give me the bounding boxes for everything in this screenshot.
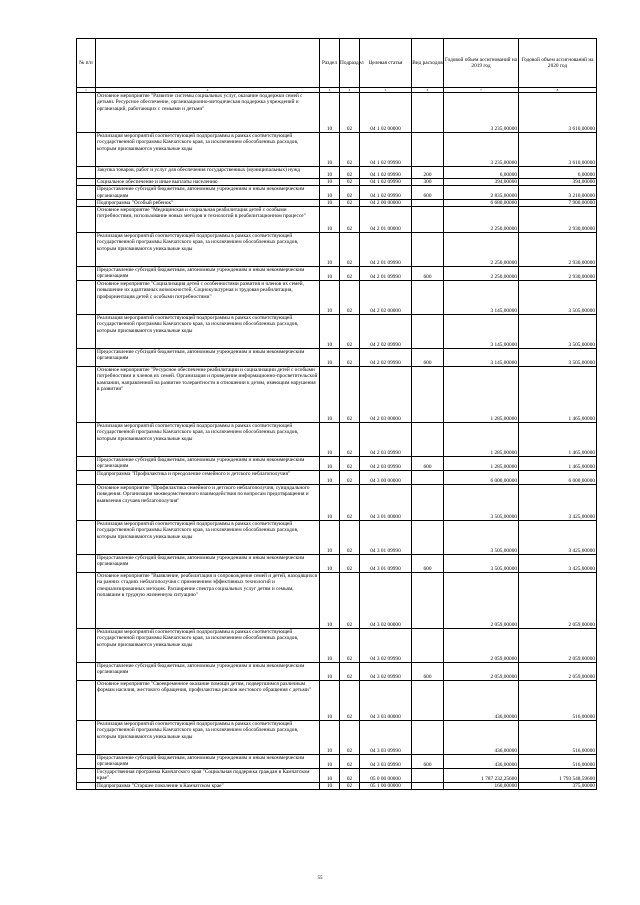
- row-podrazdel: 02: [340, 315, 360, 349]
- row-celevaya-statya: 04 1 02 00000: [360, 93, 412, 133]
- header-celevaya-statya: Целевая статья: [360, 39, 412, 88]
- table-row: [77, 755, 597, 769]
- row-name: Подпрограмма "Старшее поколение в Камчатском крае": [96, 783, 320, 790]
- row-name: Предоставление субсидий бюджетным, автономным учреждениям и иным некоммерческим организациям: [96, 186, 320, 200]
- row-value-2019: 2 059,00000: [444, 573, 519, 629]
- row-celevaya-statya: 04 3 03 09990: [360, 721, 412, 755]
- row-value-2019: 2 835,00000: [444, 186, 519, 200]
- header-vid-rashodov: Вид расходов: [412, 39, 444, 88]
- header-name: [96, 39, 320, 88]
- row-celevaya-statya: 04 3 01 00000: [360, 485, 412, 521]
- row-celevaya-statya: 05 1 00 00000: [360, 783, 412, 790]
- header-2019: Годовой объем ассигнований на 2019 год: [444, 39, 519, 88]
- row-value-2020: 516,00000: [519, 755, 597, 769]
- row-vid-rashodov: 200: [412, 167, 444, 179]
- row-razdel: 10: [320, 315, 340, 349]
- row-podrazdel: 02: [340, 167, 360, 179]
- row-value-2020: 2 059,00000: [519, 629, 597, 663]
- row-vid-rashodov: [412, 681, 444, 721]
- row-razdel: 10: [320, 681, 340, 721]
- row-value-2020: 2 930,00000: [519, 233, 597, 267]
- row-vid-rashodov: [412, 485, 444, 521]
- row-podrazdel: 02: [340, 93, 360, 133]
- row-razdel: 10: [320, 629, 340, 663]
- row-vid-rashodov: 600: [412, 663, 444, 681]
- row-value-2019: 3 505,00000: [444, 485, 519, 521]
- row-value-2019: 394,00000: [444, 179, 519, 186]
- colnum: 1: [77, 88, 96, 93]
- table-row: [77, 167, 597, 179]
- row-razdel: 10: [320, 233, 340, 267]
- row-celevaya-statya: 04 3 02 09990: [360, 629, 412, 663]
- row-podrazdel: 02: [340, 367, 360, 423]
- page-number: 55: [317, 876, 323, 881]
- row-podrazdel: 02: [340, 663, 360, 681]
- budget-table: [76, 38, 597, 790]
- row-value-2020: 2 930,00000: [519, 267, 597, 281]
- row-vid-rashodov: [412, 199, 444, 206]
- colnum: 3: [320, 88, 340, 93]
- row-value-2019: 3 145,00000: [444, 349, 519, 367]
- row-vid-rashodov: 600: [412, 267, 444, 281]
- row-podrazdel: 02: [340, 186, 360, 200]
- row-podrazdel: 02: [340, 721, 360, 755]
- row-name: Основное мероприятие "Своевременное оказание помощи детям, подвергшимся различным формам насилия, жестокого обращения, профилактика рисков жестокого обращения с детьми": [96, 681, 320, 721]
- table-row: [77, 573, 597, 629]
- row-celevaya-statya: 04 3 03 09990: [360, 755, 412, 769]
- row-razdel: 10: [320, 485, 340, 521]
- row-name: Предоставление субсидий бюджетным, автономным учреждениям и иным некоммерческим организациям: [96, 555, 320, 573]
- header-podrazdel: Подраздел: [340, 39, 360, 88]
- colnum: 7: [444, 88, 519, 93]
- row-value-2019: 436,00000: [444, 721, 519, 755]
- row-razdel: 10: [320, 521, 340, 555]
- row-value-2019: 2 250,00000: [444, 207, 519, 233]
- row-celevaya-statya: 04 2 01 09990: [360, 267, 412, 281]
- row-value-2020: 1 465,00000: [519, 457, 597, 471]
- row-name: Реализация мероприятий соответствующей подпрограммы в рамках соответствующей государственной программы Камчатского края, за исключением обособленных расходов, которым присваиваются уникальные коды: [96, 721, 320, 755]
- row-podrazdel: 02: [340, 281, 360, 315]
- row-name: Социальное обеспечение и иные выплаты населению: [96, 179, 320, 186]
- row-value-2020: 516,00000: [519, 681, 597, 721]
- row-num-cell: [77, 267, 96, 281]
- row-value-2019: 3 505,00000: [444, 521, 519, 555]
- row-celevaya-statya: 04 2 03 00000: [360, 367, 412, 423]
- row-vid-rashodov: [412, 367, 444, 423]
- row-vid-rashodov: 600: [412, 349, 444, 367]
- row-value-2020: 3 505,00000: [519, 315, 597, 349]
- row-vid-rashodov: [412, 207, 444, 233]
- row-value-2019: 436,00000: [444, 681, 519, 721]
- row-num-cell: [77, 93, 96, 133]
- table-row: [77, 186, 597, 200]
- row-value-2020: 3 425,00000: [519, 555, 597, 573]
- table-row: [77, 179, 597, 186]
- row-num-cell: [77, 457, 96, 471]
- row-value-2020: 3 425,00000: [519, 521, 597, 555]
- row-name: Предоставление субсидий бюджетным, автономным учреждениям и иным некоммерческим организациям: [96, 457, 320, 471]
- row-value-2019: 2 250,00000: [444, 267, 519, 281]
- row-vid-rashodov: [412, 133, 444, 167]
- row-razdel: 10: [320, 457, 340, 471]
- row-num-cell: [77, 233, 96, 267]
- row-value-2020: 1 465,00000: [519, 367, 597, 423]
- row-podrazdel: 02: [340, 457, 360, 471]
- row-podrazdel: 02: [340, 629, 360, 663]
- row-name: Государственная программа Камчатского края "Социальная поддержка граждан в Камчатском крае": [96, 769, 320, 783]
- row-num-cell: [77, 573, 96, 629]
- row-vid-rashodov: [412, 315, 444, 349]
- table-row: [77, 471, 597, 485]
- colnum: 6: [412, 88, 444, 93]
- row-num-cell: [77, 681, 96, 721]
- row-celevaya-statya: 04 3 02 09990: [360, 663, 412, 681]
- row-podrazdel: 02: [340, 207, 360, 233]
- row-razdel: 10: [320, 281, 340, 315]
- row-name: Реализация мероприятий соответствующей подпрограммы в рамках соответствующей государственной программы Камчатского края, за исключением обособленных расходов, которым присваиваются уникальные коды: [96, 423, 320, 457]
- table-row: [77, 281, 597, 315]
- row-num-cell: [77, 167, 96, 179]
- row-celevaya-statya: 04 3 01 09990: [360, 555, 412, 573]
- row-value-2020: 1 793 548,59600: [519, 769, 597, 783]
- row-vid-rashodov: [412, 281, 444, 315]
- row-value-2020: 2 930,00000: [519, 207, 597, 233]
- row-podrazdel: 02: [340, 573, 360, 629]
- row-razdel: 10: [320, 555, 340, 573]
- row-celevaya-statya: 04 2 01 09990: [360, 233, 412, 267]
- table-row: [77, 133, 597, 167]
- row-podrazdel: 02: [340, 521, 360, 555]
- row-value-2019: 6,00000: [444, 167, 519, 179]
- row-num-cell: [77, 315, 96, 349]
- row-vid-rashodov: [412, 93, 444, 133]
- row-celevaya-statya: 04 2 02 09990: [360, 315, 412, 349]
- row-value-2020: 6 000,00000: [519, 471, 597, 485]
- row-vid-rashodov: [412, 721, 444, 755]
- row-name: Закупка товаров, работ и услуг для обеспечения государственных (муниципальных) нужд: [96, 167, 320, 179]
- row-value-2020: 1 465,00000: [519, 423, 597, 457]
- row-podrazdel: 02: [340, 233, 360, 267]
- row-num-cell: [77, 349, 96, 367]
- row-value-2020: 516,00000: [519, 721, 597, 755]
- row-razdel: 10: [320, 573, 340, 629]
- row-value-2020: 6,00000: [519, 167, 597, 179]
- row-num-cell: [77, 485, 96, 521]
- row-value-2020: 394,00000: [519, 179, 597, 186]
- row-vid-rashodov: [412, 471, 444, 485]
- row-vid-rashodov: [412, 769, 444, 783]
- row-name: Реализация мероприятий соответствующей подпрограммы в рамках соответствующей государственной программы Камчатского края, за исключением обособленных расходов, которым присваиваются уникальные коды: [96, 133, 320, 167]
- row-value-2019: 2 250,00000: [444, 233, 519, 267]
- row-num-cell: [77, 755, 96, 769]
- row-name: Реализация мероприятий соответствующей подпрограммы в рамках соответствующей государственной программы Камчатского края, за исключением обособленных расходов, которым присваиваются уникальные коды: [96, 629, 320, 663]
- row-podrazdel: 02: [340, 485, 360, 521]
- row-num-cell: [77, 133, 96, 167]
- row-value-2019: 436,00000: [444, 755, 519, 769]
- table-row: [77, 721, 597, 755]
- row-razdel: 10: [320, 663, 340, 681]
- row-name: Предоставление субсидий бюджетным, автономным учреждениям и иным некоммерческим организациям: [96, 663, 320, 681]
- row-razdel: 10: [320, 199, 340, 206]
- row-num-cell: [77, 783, 96, 790]
- table-row: [77, 485, 597, 521]
- row-value-2019: 6 000,00000: [444, 471, 519, 485]
- table-row: [77, 783, 597, 790]
- row-name: Основное мероприятие "Социализация детей с особенностями развития и членов их семей, повышение их адаптивных возможностей. Социокультурная и трудовая реабилитация, профориентация детей с особыми потребностями": [96, 281, 320, 315]
- row-value-2020: 3 610,00000: [519, 133, 597, 167]
- table-row: [77, 681, 597, 721]
- row-num-cell: [77, 199, 96, 206]
- row-razdel: 10: [320, 267, 340, 281]
- row-num-cell: [77, 207, 96, 233]
- row-celevaya-statya: 04 2 03 09990: [360, 457, 412, 471]
- table-row: [77, 663, 597, 681]
- row-num-cell: [77, 179, 96, 186]
- colnum: 2: [96, 88, 320, 93]
- row-razdel: 10: [320, 755, 340, 769]
- row-name: Реализация мероприятий соответствующей подпрограммы в рамках соответствующей государственной программы Камчатского края, за исключением обособленных расходов, которым присваиваются уникальные коды: [96, 521, 320, 555]
- row-razdel: 10: [320, 783, 340, 790]
- row-podrazdel: 02: [340, 179, 360, 186]
- row-razdel: 10: [320, 133, 340, 167]
- row-razdel: 10: [320, 367, 340, 423]
- row-vid-rashodov: [412, 783, 444, 790]
- table-row: [77, 267, 597, 281]
- table-row: [77, 555, 597, 573]
- row-num-cell: [77, 629, 96, 663]
- row-value-2020: 3 610,00000: [519, 93, 597, 133]
- row-vid-rashodov: 300: [412, 179, 444, 186]
- table-row: [77, 233, 597, 267]
- row-value-2020: 2 059,00000: [519, 573, 597, 629]
- row-name: Предоставление субсидий бюджетным, автономным учреждениям и иным некоммерческим организациям: [96, 755, 320, 769]
- row-value-2019: 160,00000: [444, 783, 519, 790]
- row-celevaya-statya: 04 3 02 00000: [360, 573, 412, 629]
- header-razdel: Раздел: [320, 39, 340, 88]
- row-name: Подпрограмма "Особый ребенок": [96, 199, 320, 206]
- row-celevaya-statya: 04 2 02 09990: [360, 349, 412, 367]
- row-name: Предоставление субсидий бюджетным, автономным учреждениям и иным некоммерческим организациям: [96, 349, 320, 367]
- row-vid-rashodov: 600: [412, 755, 444, 769]
- row-value-2019: 3 145,00000: [444, 281, 519, 315]
- row-podrazdel: 02: [340, 471, 360, 485]
- row-celevaya-statya: 04 3 01 09990: [360, 521, 412, 555]
- row-podrazdel: 02: [340, 769, 360, 783]
- table-row: [77, 315, 597, 349]
- row-celevaya-statya: 04 2 00 00000: [360, 199, 412, 206]
- row-vid-rashodov: [412, 629, 444, 663]
- row-num-cell: [77, 769, 96, 783]
- budget-table-sheet: [76, 38, 596, 790]
- row-razdel: 10: [320, 721, 340, 755]
- row-value-2019: 1 787 232,25600: [444, 769, 519, 783]
- row-num-cell: [77, 367, 96, 423]
- row-value-2019: 3 145,00000: [444, 315, 519, 349]
- table-row: [77, 521, 597, 555]
- row-celevaya-statya: 04 1 02 09990: [360, 167, 412, 179]
- row-name: Подпрограмма "Профилактика и преодоление семейного и детского неблагополучия": [96, 471, 320, 485]
- row-podrazdel: 02: [340, 755, 360, 769]
- row-podrazdel: 02: [340, 555, 360, 573]
- row-celevaya-statya: 04 3 03 00000: [360, 681, 412, 721]
- row-value-2020: 3 210,00000: [519, 186, 597, 200]
- colnum: 4: [340, 88, 360, 93]
- row-num-cell: [77, 663, 96, 681]
- table-row: [77, 629, 597, 663]
- row-name: Основное мероприятие "Ресурсное обеспечение реабилитации и социализации детей с особыми потребностями и членов их семей. Организация и проведение информационно-просветительской кампании, направленной на развитие толерантности в отношении к детям, имеющим нарушения в развитии": [96, 367, 320, 423]
- table-body: [77, 88, 597, 790]
- table-row: [77, 199, 597, 206]
- row-celevaya-statya: 05 0 00 00000: [360, 769, 412, 783]
- row-value-2020: 2 059,00000: [519, 663, 597, 681]
- row-value-2020: 3 505,00000: [519, 281, 597, 315]
- colnum: 5: [360, 88, 412, 93]
- row-celevaya-statya: 04 2 02 00000: [360, 281, 412, 315]
- row-podrazdel: 02: [340, 199, 360, 206]
- row-razdel: 10: [320, 423, 340, 457]
- row-value-2019: 3 235,00000: [444, 93, 519, 133]
- row-value-2019: 2 059,00000: [444, 663, 519, 681]
- table-row: [77, 349, 597, 367]
- row-celevaya-statya: 04 2 01 00000: [360, 207, 412, 233]
- row-podrazdel: 02: [340, 267, 360, 281]
- row-vid-rashodov: [412, 233, 444, 267]
- row-razdel: 10: [320, 207, 340, 233]
- row-razdel: 10: [320, 769, 340, 783]
- row-razdel: 10: [320, 93, 340, 133]
- row-value-2019: 2 059,00000: [444, 629, 519, 663]
- row-razdel: 10: [320, 349, 340, 367]
- row-num-cell: [77, 186, 96, 200]
- row-num-cell: [77, 423, 96, 457]
- row-celevaya-statya: 04 2 03 09990: [360, 423, 412, 457]
- table-row: [77, 457, 597, 471]
- row-name: Основное мероприятие "Медицинская и социальная реабилитация детей с особыми потребностями, использование новых методов и технологий в реабилитационном процессе": [96, 207, 320, 233]
- row-name: Реализация мероприятий соответствующей подпрограммы в рамках соответствующей государственной программы Камчатского края, за исключением обособленных расходов, которым присваиваются уникальные коды: [96, 315, 320, 349]
- row-podrazdel: 02: [340, 681, 360, 721]
- row-celevaya-statya: 04 3 00 00000: [360, 471, 412, 485]
- row-celevaya-statya: 04 1 02 09990: [360, 133, 412, 167]
- row-name: Основное мероприятие "Профилактика семейного и детского неблагополучия, суицидального поведения. Организация межведомственного взаимодействия по вопросам предотвращения и выявления случаев неблагополучия": [96, 485, 320, 521]
- table-row: [77, 423, 597, 457]
- row-podrazdel: 02: [340, 349, 360, 367]
- header-num: № п/п: [77, 39, 96, 88]
- row-razdel: 10: [320, 179, 340, 186]
- row-value-2020: 3 425,00000: [519, 485, 597, 521]
- table-row: [77, 93, 597, 133]
- row-value-2019: 6 680,00000: [444, 199, 519, 206]
- row-value-2020: 7 900,00000: [519, 199, 597, 206]
- row-name: Основное мероприятие "Развитие системы социальных услуг, оказание поддержки семей с детьми. Ресурсное обеспечение, организационно-методическая поддержка учреждений и организаций, работающих с семьями и детьми": [96, 93, 320, 133]
- row-num-cell: [77, 521, 96, 555]
- row-razdel: 10: [320, 167, 340, 179]
- header-2020: Годовой объем ассигнований на 2020 год: [519, 39, 597, 88]
- row-vid-rashodov: 600: [412, 186, 444, 200]
- row-podrazdel: 02: [340, 783, 360, 790]
- table-row: [77, 207, 597, 233]
- row-value-2019: 3 235,00000: [444, 133, 519, 167]
- row-name: Предоставление субсидий бюджетным, автономным учреждениям и иным некоммерческим организациям: [96, 267, 320, 281]
- row-value-2019: 3 505,00000: [444, 555, 519, 573]
- row-num-cell: [77, 471, 96, 485]
- row-value-2020: 3 505,00000: [519, 349, 597, 367]
- row-celevaya-statya: 04 1 02 09990: [360, 186, 412, 200]
- row-name: Основное мероприятие "Выявление, реабилитация и сопровождение семей и детей, находящихся на ранних стадиях неблагополучия с применением эффективных технологий и специализированных методик. Расширение спектра социальных услуг детям и семьям, попавшим в трудную жизненную ситуацию": [96, 573, 320, 629]
- row-vid-rashodov: 600: [412, 457, 444, 471]
- row-razdel: 10: [320, 186, 340, 200]
- row-num-cell: [77, 555, 96, 573]
- row-razdel: 10: [320, 471, 340, 485]
- row-value-2019: 1 285,00000: [444, 457, 519, 471]
- table-row: [77, 769, 597, 783]
- row-value-2020: 375,00000: [519, 783, 597, 790]
- row-vid-rashodov: [412, 573, 444, 629]
- table-header: [77, 39, 597, 88]
- row-value-2019: 1 285,00000: [444, 423, 519, 457]
- row-vid-rashodov: 600: [412, 555, 444, 573]
- row-vid-rashodov: [412, 423, 444, 457]
- row-num-cell: [77, 721, 96, 755]
- row-vid-rashodov: [412, 521, 444, 555]
- row-podrazdel: 02: [340, 133, 360, 167]
- table-row: [77, 367, 597, 423]
- row-name: Реализация мероприятий соответствующей подпрограммы в рамках соответствующей государственной программы Камчатского края, за исключением обособленных расходов, которым присваиваются уникальные коды: [96, 233, 320, 267]
- row-celevaya-statya: 04 1 02 09990: [360, 179, 412, 186]
- colnum: 8: [519, 88, 597, 93]
- row-num-cell: [77, 281, 96, 315]
- row-value-2019: 1 285,00000: [444, 367, 519, 423]
- row-podrazdel: 02: [340, 423, 360, 457]
